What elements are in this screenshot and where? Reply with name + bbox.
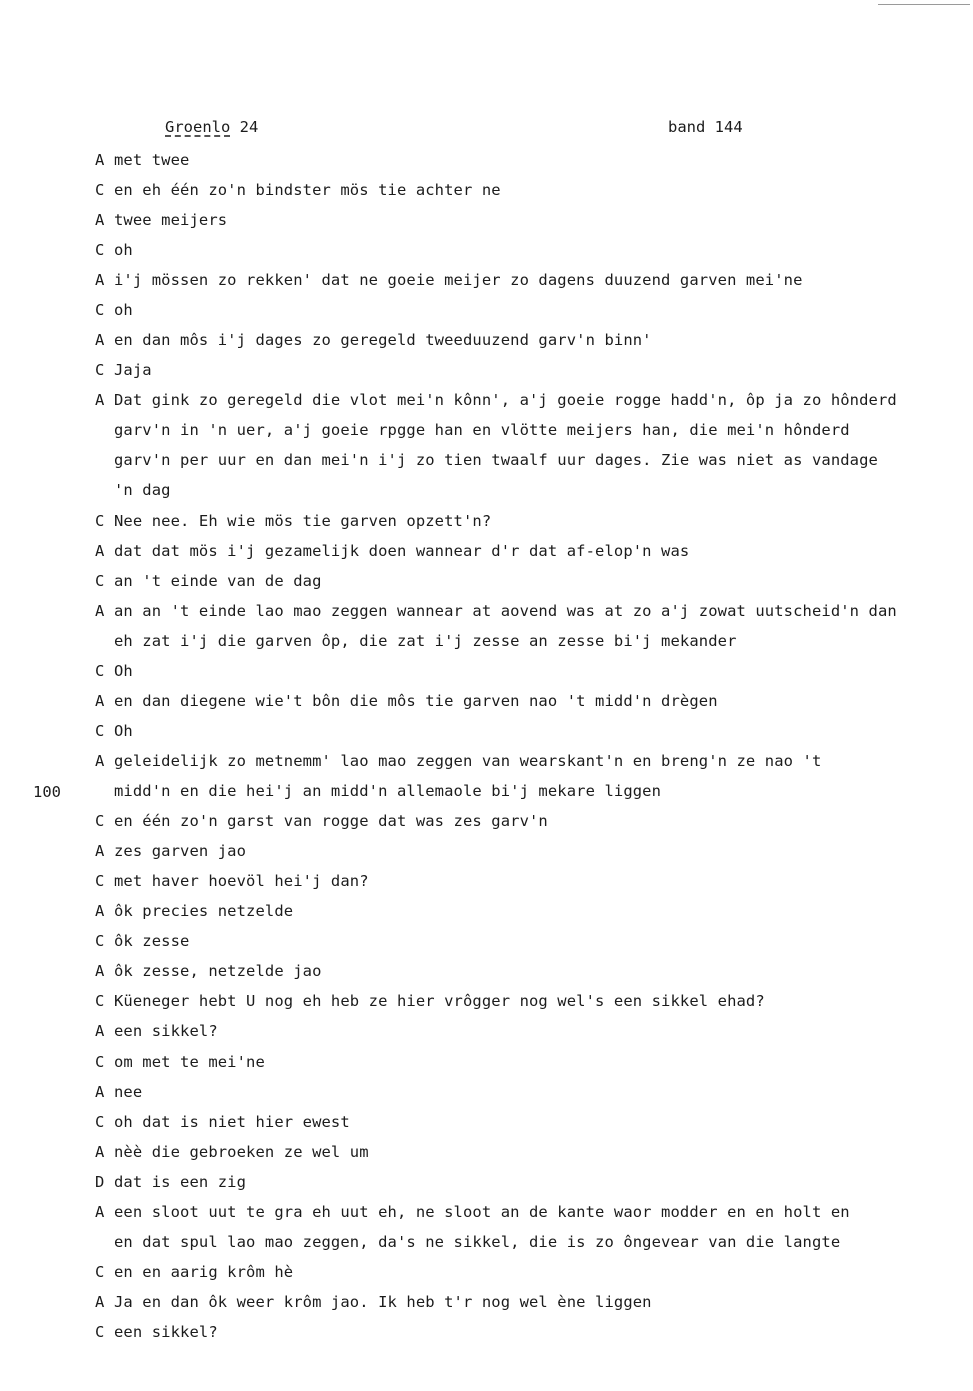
turn-line [95, 385, 957, 415]
turn-line [95, 896, 957, 926]
speaker-label: A [95, 391, 105, 410]
turn-line [95, 175, 957, 205]
speaker-label: A [95, 331, 105, 350]
utterance-text: eh zat i'j die garven ôp, die zat i'j zesse an zesse bi'j mekander [114, 631, 737, 650]
speaker-label: A [95, 691, 105, 710]
turn-line [95, 1137, 957, 1167]
utterance-text: dat is een zig [114, 1172, 247, 1191]
speaker-turn [95, 896, 957, 926]
speaker-turn [95, 175, 957, 205]
speaker-turn [95, 746, 957, 806]
speaker-label: A [95, 842, 105, 861]
speaker-turn [95, 536, 957, 566]
speaker-turn [95, 385, 957, 505]
utterance-text: oh [114, 301, 133, 320]
utterance-text: en eh één zo'n bindster mös tie achter ne [114, 181, 501, 200]
turn-line [95, 1016, 957, 1046]
utterance-text: een sloot uut te gra eh uut eh, ne sloot an de kante waor modder en en holt en [114, 1202, 850, 1221]
utterance-text: ôk zesse, netzelde jao [114, 962, 322, 981]
turn-line [95, 686, 957, 716]
turn-line [95, 656, 957, 686]
speaker-turn [95, 866, 957, 896]
speaker-turn [95, 956, 957, 986]
turn-line [95, 1107, 957, 1137]
speaker-turn [95, 836, 957, 866]
turn-line [95, 145, 957, 175]
utterance-text: garv'n in 'n uer, a'j goeie rpgge han en vlötte meijers han, die mei'n hônderd [114, 421, 850, 440]
speaker-turn [95, 1257, 957, 1287]
speaker-label: A [95, 541, 105, 560]
utterance-text: een sikkel? [114, 1322, 218, 1341]
utterance-text: met twee [114, 151, 190, 169]
speaker-label: C [95, 511, 105, 530]
turn-line [95, 355, 957, 385]
header-place: Groenlo [165, 118, 231, 136]
turn-line [95, 1287, 957, 1317]
turn-continuation-line [95, 475, 957, 505]
speaker-turn [95, 1317, 957, 1347]
utterance-text: Nee nee. Eh wie mös tie garven opzett'n? [114, 511, 492, 530]
header-number: 24 [239, 118, 259, 136]
speaker-turn [95, 1107, 957, 1137]
utterance-text: an an 't einde lao mao zeggen wannear at aovend was at zo a'j zowat uutscheid'n dan [114, 601, 897, 620]
speaker-label: C [95, 932, 105, 951]
speaker-label: C [95, 872, 105, 891]
speaker-label: A [95, 1202, 105, 1221]
speaker-turn [95, 596, 957, 656]
turn-continuation-line [95, 626, 957, 656]
speaker-label: C [95, 661, 105, 680]
utterance-text: dat dat mös i'j gezamelijk doen wannear d'r dat af-elop'n was [114, 541, 690, 560]
speaker-turn [95, 1047, 957, 1077]
header-tape: band 144 [668, 118, 743, 136]
speaker-turn [95, 265, 957, 295]
turn-continuation-line [95, 445, 957, 475]
utterance-text: Ja en dan ôk weer krôm jao. Ik heb t'r nog wel ène liggen [114, 1292, 652, 1311]
speaker-label: A [95, 601, 105, 620]
turn-line [95, 866, 957, 896]
speaker-turn [95, 355, 957, 385]
speaker-turn [95, 1137, 957, 1167]
speaker-turn [95, 145, 957, 175]
turn-line [95, 566, 957, 596]
speaker-turn [95, 656, 957, 686]
utterance-text: Oh [114, 661, 133, 680]
speaker-label: C [95, 1322, 105, 1341]
turn-line [95, 506, 957, 536]
utterance-text: nee [114, 1082, 143, 1101]
speaker-label: C [95, 241, 105, 260]
utterance-text: Oh [114, 721, 133, 740]
speaker-turn [95, 686, 957, 716]
turn-line [95, 986, 957, 1016]
speaker-turn [95, 1016, 957, 1046]
speaker-label: C [95, 1262, 105, 1281]
speaker-label: C [95, 181, 105, 200]
speaker-label: A [95, 962, 105, 981]
utterance-text: met haver hoevöl hei'j dan? [114, 872, 369, 891]
speaker-label: A [95, 151, 105, 169]
turn-line [95, 1317, 957, 1347]
utterance-text: oh [114, 241, 133, 260]
turn-line [95, 265, 957, 295]
speaker-label: C [95, 812, 105, 831]
speaker-turn [95, 205, 957, 235]
turn-line [95, 1167, 957, 1197]
utterance-text: ôk precies netzelde [114, 902, 294, 921]
speaker-turn [95, 1167, 957, 1197]
turn-line [95, 295, 957, 325]
utterance-text: om met te mei'ne [114, 1052, 265, 1071]
speaker-turn [95, 235, 957, 265]
speaker-label: C [95, 1112, 105, 1131]
turn-line [95, 1257, 957, 1287]
speaker-label: C [95, 361, 105, 380]
speaker-label: A [95, 1082, 105, 1101]
speaker-turn [95, 806, 957, 836]
utterance-text: en dat spul lao mao zeggen, da's ne sikkel, die is zo ôngevear van die langte [114, 1232, 841, 1251]
speaker-label: C [95, 1052, 105, 1071]
speaker-turn [95, 506, 957, 536]
utterance-text: i'j mössen zo rekken' dat ne goeie meijer zo dagens duuzend garven mei'ne [114, 271, 803, 290]
speaker-label: C [95, 571, 105, 590]
speaker-label: A [95, 902, 105, 921]
turn-line [95, 235, 957, 265]
speaker-label: A [95, 1142, 105, 1161]
turn-line [95, 836, 957, 866]
margin-line-number: 100 [33, 783, 61, 801]
turn-line [95, 716, 957, 746]
speaker-label: C [95, 992, 105, 1011]
turn-line [95, 956, 957, 986]
speaker-label: C [95, 721, 105, 740]
turn-line [95, 1047, 957, 1077]
turn-continuation-line [95, 1227, 957, 1257]
turn-line [95, 1077, 957, 1107]
utterance-text: garv'n per uur en dan mei'n i'j zo tien twaalf uur dages. Zie was niet as vandage [114, 451, 878, 470]
utterance-text: en één zo'n garst van rogge dat was zes garv'n [114, 812, 548, 831]
speaker-label: A [95, 752, 105, 770]
utterance-text: een sikkel? [114, 1022, 218, 1041]
turn-continuation-line [95, 776, 957, 806]
utterance-text: midd'n en die hei'j an midd'n allemaole bi'j mekare liggen [114, 782, 662, 800]
turn-line [95, 325, 957, 355]
utterance-text: en en aarig krôm hè [114, 1262, 294, 1281]
utterance-text: ôk zesse [114, 932, 190, 951]
utterance-text: oh dat is niet hier ewest [114, 1112, 350, 1131]
utterance-text: an 't einde van de dag [114, 571, 322, 590]
utterance-text: 'n dag [114, 481, 171, 500]
utterance-text: zes garven jao [114, 842, 247, 861]
speaker-label: A [95, 1292, 105, 1311]
utterance-text: nèè die gebroeken ze wel um [114, 1142, 369, 1161]
turn-line [95, 536, 957, 566]
speaker-turn [95, 1077, 957, 1107]
speaker-turn [95, 986, 957, 1016]
utterance-text: geleidelijk zo metnemm' lao mao zeggen van wearskant'n en breng'n ze nao 't [114, 752, 822, 770]
turn-line [95, 596, 957, 626]
turn-line [95, 746, 957, 776]
speaker-label: A [95, 1022, 105, 1041]
utterance-text: Dat gink zo geregeld die vlot mei'n kônn', a'j goeie rogge hadd'n, ôp ja zo hônderd [114, 391, 897, 410]
speaker-turn [95, 566, 957, 596]
utterance-text: Küeneger hebt U nog eh heb ze hier vrôgger nog wel's een sikkel ehad? [114, 992, 765, 1011]
speaker-label: A [95, 211, 105, 230]
utterance-text: en dan diegene wie't bôn die môs tie garven nao 't midd'n drègen [114, 691, 718, 710]
speaker-label: D [95, 1172, 105, 1191]
speaker-turn [95, 1197, 957, 1257]
speaker-turn [95, 295, 957, 325]
speaker-turn [95, 325, 957, 355]
utterance-text: en dan môs i'j dages zo geregeld tweeduuzend garv'n binn' [114, 331, 652, 350]
turn-continuation-line [95, 415, 957, 445]
speaker-label: C [95, 301, 105, 320]
turn-line [95, 1197, 957, 1227]
speaker-label: A [95, 271, 105, 290]
speaker-turn [95, 716, 957, 746]
utterance-text: Jaja [114, 361, 152, 380]
utterance-text: twee meijers [114, 211, 228, 230]
speaker-turn [95, 926, 957, 956]
turn-line [95, 806, 957, 836]
speaker-turn [95, 1287, 957, 1317]
turn-line [95, 205, 957, 235]
turn-line [95, 926, 957, 956]
